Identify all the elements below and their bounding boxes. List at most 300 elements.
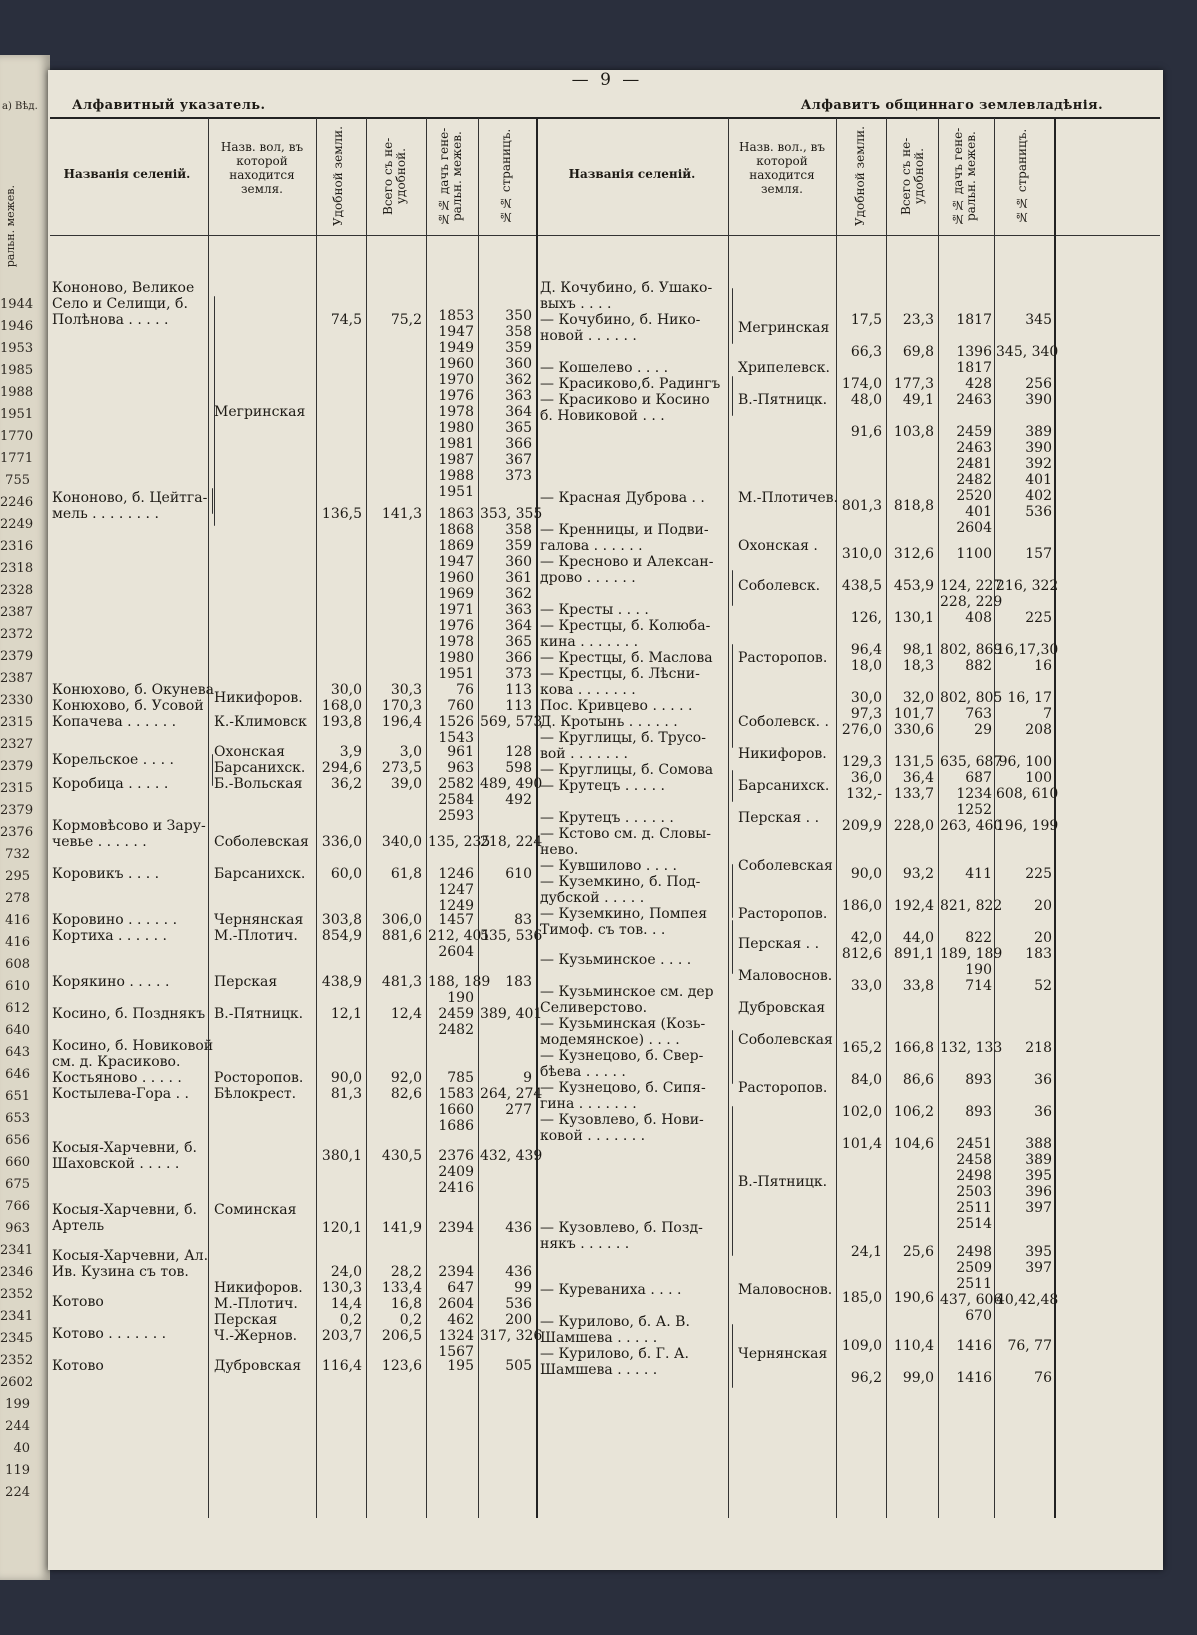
previous-page-number: 660 <box>5 1155 30 1170</box>
dacha-number: 2482 <box>438 1022 474 1038</box>
dacha-number: 1416 <box>956 1370 992 1386</box>
volost-name: Никифоров. <box>214 1280 303 1296</box>
udob-value: 96,4 <box>850 642 882 658</box>
page-ref: 505 <box>505 1358 532 1374</box>
volost-name: Чернянская <box>214 912 304 928</box>
settlement-name: Кононово, б. Цейтга- <box>52 490 208 506</box>
previous-page-number: 2318 <box>0 561 34 576</box>
brace <box>732 644 733 748</box>
page-ref: 99 <box>514 1280 532 1296</box>
volost-name: М.-Плотич. <box>214 928 298 944</box>
dacha-number: 1396 <box>956 344 992 360</box>
brace <box>732 920 733 974</box>
vsego-value: 16,8 <box>390 1296 422 1312</box>
page-ref: 113 <box>505 682 532 698</box>
dacha-number: 132, 133 <box>940 1040 1003 1056</box>
settlement-name: — Кренницы, и Подви- <box>540 522 709 538</box>
header-dachi: №№ дачъ гене-ральн. межев. <box>437 127 464 226</box>
page-ref: 345, 340 <box>996 344 1059 360</box>
page-ref: 367 <box>505 452 532 468</box>
volost-name: Перская <box>214 974 278 990</box>
volost-name: Барсанихск. <box>214 866 306 882</box>
previous-page-number: 2315 <box>0 715 34 730</box>
settlement-name: — Кузьминское . . . . <box>540 952 692 968</box>
settlement-name: Кортиха . . . . . . <box>52 928 167 944</box>
settlement-name: Косыя-Харчевни, б. <box>52 1140 197 1156</box>
page-ref: 52 <box>1034 978 1052 994</box>
dacha-number: 1987 <box>438 452 474 468</box>
page-ref: 360 <box>505 554 532 570</box>
page-ref: 360 <box>505 356 532 372</box>
dacha-number: 1980 <box>438 420 474 436</box>
settlement-name: дубской . . . . . <box>540 890 645 906</box>
previous-page-number: 755 <box>5 473 30 488</box>
settlement-name: — Круглицы, б. Трусо- <box>540 730 706 746</box>
udob-value: 102,0 <box>841 1104 882 1120</box>
col-divider-center <box>536 118 538 1518</box>
page-ref: 395 <box>1025 1244 1052 1260</box>
volost-name: Расторопов. <box>738 650 828 666</box>
dacha-number: 821, 822 <box>940 898 1003 914</box>
settlement-name: Котово <box>52 1358 104 1374</box>
page-ref: 365 <box>505 634 532 650</box>
page-ref: 96, 100 <box>998 754 1052 770</box>
vsego-value: 177,3 <box>893 376 934 392</box>
page-ref: 277 <box>505 1102 532 1118</box>
settlement-name: Коровино . . . . . . <box>52 912 178 928</box>
page-ref: 395 <box>1025 1168 1052 1184</box>
settlement-name: Конюхово, б. Усовой <box>52 698 204 714</box>
vsego-value: 141,9 <box>381 1220 422 1236</box>
vsego-value: 818,8 <box>893 498 934 514</box>
settlement-name: — Курилово, б. А. В. <box>540 1314 690 1330</box>
dacha-number: 1969 <box>438 586 474 602</box>
vsego-value: 106,2 <box>893 1104 934 1120</box>
udob-value: 294,6 <box>321 760 362 776</box>
settlement-name: Коробица . . . . . <box>52 776 169 792</box>
page-ref: 436 <box>505 1220 532 1236</box>
previous-page-number: 1944 <box>0 297 34 312</box>
vsego-value: 881,6 <box>381 928 422 944</box>
dacha-number: 2584 <box>438 792 474 808</box>
page-ref: 208 <box>1025 722 1052 738</box>
settlement-name: — Кошелево . . . . <box>540 360 669 376</box>
volost-name: Соболевск. <box>738 578 821 594</box>
settlement-name: Кононово, Великое <box>52 280 195 296</box>
vsego-value: 133,4 <box>381 1280 422 1296</box>
settlement-name: — Кузовлево, б. Позд- <box>540 1220 703 1236</box>
settlement-name: гина . . . . . . . <box>540 1096 637 1112</box>
page-ref: 345 <box>1025 312 1052 328</box>
vsego-value: 196,4 <box>381 714 422 730</box>
vsego-value: 82,6 <box>390 1086 422 1102</box>
dacha-number: 2604 <box>438 944 474 960</box>
dacha-number: 963 <box>447 760 474 776</box>
previous-page-number: 2246 <box>0 495 34 510</box>
dacha-number: 822 <box>965 930 992 946</box>
vsego-value: 306,0 <box>381 912 422 928</box>
page-ref: 359 <box>505 340 532 356</box>
page-ref: 183 <box>1025 946 1052 962</box>
page-ref: 20 <box>1034 898 1052 914</box>
vsego-value: 25,6 <box>902 1244 934 1260</box>
page-ref: 36 <box>1034 1104 1052 1120</box>
settlement-name: — Курилово, б. Г. А. <box>540 1346 689 1362</box>
vsego-value: 103,8 <box>893 424 934 440</box>
dacha-number: 1978 <box>438 634 474 650</box>
settlement-name: някъ . . . . . . <box>540 1236 630 1252</box>
previous-page-number: 2346 <box>0 1265 34 1280</box>
dacha-number: 428 <box>965 376 992 392</box>
udob-value: 126, <box>850 610 882 626</box>
previous-page-number: 610 <box>5 979 30 994</box>
dacha-number: 135, 235 <box>428 834 491 850</box>
page-ref: 366 <box>505 436 532 452</box>
volost-name: Мегринская <box>738 320 830 336</box>
settlement-name: Д. Кротынь . . . . . . <box>540 714 678 730</box>
previous-page-number: 656 <box>5 1133 30 1148</box>
dacha-number: 1976 <box>438 388 474 404</box>
previous-page-number: 416 <box>5 913 30 928</box>
settlement-name: б. Новиковой . . . <box>540 408 665 424</box>
udob-value: 438,9 <box>321 974 362 990</box>
vsego-value: 33,8 <box>902 978 934 994</box>
volost-name: Расторопов. <box>738 1080 828 1096</box>
previous-page-number: 1770 <box>0 429 34 444</box>
dacha-number: 1970 <box>438 372 474 388</box>
page-ref: 389 <box>1025 424 1052 440</box>
vsego-value: 430,5 <box>381 1148 422 1164</box>
volost-name: Росторопов. <box>214 1070 304 1086</box>
page-ref: 610 <box>505 866 532 882</box>
settlement-name: кина . . . . . . . <box>540 634 639 650</box>
dacha-number: 882 <box>965 658 992 674</box>
udob-value: 42,0 <box>850 930 882 946</box>
settlement-name: — Куреваниха . . . . <box>540 1282 682 1298</box>
vsego-value: 273,5 <box>381 760 422 776</box>
vsego-value: 99,0 <box>902 1370 934 1386</box>
dacha-number: 2459 <box>438 1006 474 1022</box>
col-divider <box>938 118 939 1518</box>
dacha-number: 2593 <box>438 808 474 824</box>
vsego-value: 192,4 <box>893 898 934 914</box>
brace <box>212 754 213 786</box>
dacha-number: 1947 <box>438 554 474 570</box>
brace <box>732 288 733 344</box>
volost-name: Перская . . <box>738 936 820 952</box>
settlement-name: — Круглицы, б. Сомова <box>540 762 714 778</box>
dacha-number: 1949 <box>438 340 474 356</box>
col-divider <box>426 118 427 1518</box>
page-ref: 128 <box>505 744 532 760</box>
dacha-number: 1247 <box>438 882 474 898</box>
page-ref: 373 <box>505 468 532 484</box>
udob-value: 129,3 <box>841 754 882 770</box>
settlement-name: — Кувшилово . . . . <box>540 858 677 874</box>
dacha-number: 2451 <box>956 1136 992 1152</box>
settlement-name: Косино, б. Позднякъ <box>52 1006 206 1022</box>
settlement-name: Село и Селищи, б. <box>52 296 188 312</box>
vsego-value: 123,6 <box>381 1358 422 1374</box>
dacha-number: 462 <box>447 1312 474 1328</box>
settlement-name: бѣева . . . . . <box>540 1064 626 1080</box>
page-ref: 363 <box>505 602 532 618</box>
dacha-number: 1976 <box>438 618 474 634</box>
dacha-number: 1971 <box>438 602 474 618</box>
settlement-name: вой . . . . . . . <box>540 746 628 762</box>
settlement-name: Костьяново . . . . . <box>52 1070 182 1086</box>
page-ref: 388 <box>1025 1136 1052 1152</box>
dacha-number: 1686 <box>438 1118 474 1134</box>
previous-page-number: 278 <box>5 891 30 906</box>
settlement-name: Котово <box>52 1294 104 1310</box>
page-ref: 183 <box>505 974 532 990</box>
header-names: Названія селеній. <box>63 167 191 181</box>
previous-page-number: 244 <box>5 1419 30 1434</box>
page-ref: 365 <box>505 420 532 436</box>
brace <box>732 570 733 606</box>
header-vsego: Всего съ не-удобной. <box>381 137 408 216</box>
udob-value: 30,0 <box>330 682 362 698</box>
vsego-value: 23,3 <box>902 312 934 328</box>
page-ref: 569, 573 <box>480 714 543 730</box>
dacha-number: 188, 189 <box>428 974 491 990</box>
settlement-name: — Кресново и Алексан- <box>540 554 714 570</box>
volost-name: В.-Пятницк. <box>738 1174 828 1190</box>
dacha-number: 1960 <box>438 570 474 586</box>
previous-page-number: 2379 <box>0 803 34 818</box>
udob-value: 203,7 <box>321 1328 362 1344</box>
dacha-number: 2514 <box>956 1216 992 1232</box>
volost-name: Перская <box>214 1312 278 1328</box>
dacha-number: 1853 <box>438 308 474 324</box>
dacha-number: 212, 401 <box>428 928 491 944</box>
udob-value: 90,0 <box>850 866 882 882</box>
previous-page-number: 2341 <box>0 1309 34 1324</box>
page-ref: 389, 401 <box>480 1006 543 1022</box>
page-ref: 489, 490 <box>480 776 543 792</box>
page-ref: 358 <box>505 522 532 538</box>
vsego-value: 36,4 <box>902 770 934 786</box>
col-divider <box>208 118 209 1518</box>
settlement-name: — Куземкино, б. Под- <box>540 874 701 890</box>
settlement-name: — Кузнецово, б. Сипя- <box>540 1080 706 1096</box>
dacha-number: 2394 <box>438 1264 474 1280</box>
settlement-name: Селиверстово. <box>540 1000 648 1016</box>
page-ref: 256 <box>1025 376 1052 392</box>
dacha-number: 124, 227 <box>940 578 1003 594</box>
udob-value: 14,4 <box>330 1296 362 1312</box>
dacha-number: 1960 <box>438 356 474 372</box>
dacha-number: 893 <box>965 1072 992 1088</box>
vsego-value: 190,6 <box>893 1290 934 1306</box>
previous-page-number: 1953 <box>0 341 34 356</box>
vsego-value: 49,1 <box>902 392 934 408</box>
dacha-number: 647 <box>447 1280 474 1296</box>
page-ref: 432, 439 <box>480 1148 543 1164</box>
udob-value: 48,0 <box>850 392 882 408</box>
vsego-value: 69,8 <box>902 344 934 360</box>
vsego-value: 98,1 <box>902 642 934 658</box>
dacha-number: 893 <box>965 1104 992 1120</box>
previous-page-number: 416 <box>5 935 30 950</box>
dacha-number: 1324 <box>438 1328 474 1344</box>
document-page <box>48 70 1163 1570</box>
vsego-value: 481,3 <box>381 974 422 990</box>
dacha-number: 1252 <box>956 802 992 818</box>
previous-page-number: 40 <box>13 1441 30 1456</box>
volost-name: Дубровская <box>214 1358 302 1374</box>
settlement-name: Кормовѣсово и Зару- <box>52 818 206 834</box>
settlement-name: — Кузнецово, б. Свер- <box>540 1048 704 1064</box>
dacha-number: 961 <box>447 744 474 760</box>
udob-value: 0,2 <box>339 1312 362 1328</box>
dacha-number: 2463 <box>956 392 992 408</box>
udob-value: 380,1 <box>321 1148 362 1164</box>
page-ref: 20 <box>1034 930 1052 946</box>
udob-value: 97,3 <box>850 706 882 722</box>
page-ref: 361 <box>505 570 532 586</box>
udob-value: 36,0 <box>850 770 882 786</box>
page-ref: 358 <box>505 324 532 340</box>
dacha-number: 2498 <box>956 1244 992 1260</box>
udob-value: 91,6 <box>850 424 882 440</box>
previous-page-number: 766 <box>5 1199 30 1214</box>
page-ref: 216, 322 <box>996 578 1059 594</box>
vsego-value: 93,2 <box>902 866 934 882</box>
settlement-name: Тимоф. съ тов. . . <box>540 922 666 938</box>
dacha-number: 2482 <box>956 472 992 488</box>
header-pages-right: №№ страницъ. <box>1015 128 1029 225</box>
brace <box>732 770 733 802</box>
previous-page-number: 2341 <box>0 1243 34 1258</box>
page-ref: 402 <box>1025 488 1052 504</box>
dacha-number: 2503 <box>956 1184 992 1200</box>
settlement-name: Косыя-Харчевни, Ал. <box>52 1248 209 1264</box>
page-ref: 608, 610 <box>996 786 1059 802</box>
dacha-number: 1868 <box>438 522 474 538</box>
page-ref: 317, 326 <box>480 1328 543 1344</box>
previous-page-number: 640 <box>5 1023 30 1038</box>
udob-value: 310,0 <box>841 546 882 562</box>
settlement-name: Шамшева . . . . . <box>540 1362 658 1378</box>
vsego-value: 166,8 <box>893 1040 934 1056</box>
page-ref: 390 <box>1025 440 1052 456</box>
volost-name: М.-Плотичев. <box>738 490 838 506</box>
page-ref: 373 <box>505 666 532 682</box>
header-names-right: Названія селеній. <box>568 167 696 181</box>
dacha-number: 189, 189 <box>940 946 1003 962</box>
page-ref: 392 <box>1025 456 1052 472</box>
previous-page-number: 2602 <box>0 1375 34 1390</box>
previous-page-number: 2372 <box>0 627 34 642</box>
dacha-number: 190 <box>447 990 474 1006</box>
volost-name: В.-Пятницк. <box>214 1006 304 1022</box>
dacha-number: 2458 <box>956 1152 992 1168</box>
settlement-name: Д. Кочубино, б. Ушако- <box>540 280 713 296</box>
page-ref: 401 <box>1025 472 1052 488</box>
settlement-name: — Красная Дуброва . . <box>540 490 705 506</box>
dacha-number: 1100 <box>956 546 992 562</box>
page-ref: 396 <box>1025 1184 1052 1200</box>
udob-value: 801,3 <box>841 498 882 514</box>
udob-value: 3,9 <box>339 744 362 760</box>
dacha-number: 76 <box>456 682 474 698</box>
header-volost-right: Назв. вол., въ которой находится земля. <box>739 140 825 196</box>
page-ref: 9 <box>523 1070 532 1086</box>
header-dachi-right: №№ дачъ гене-ральн. межев. <box>951 127 978 226</box>
vsego-value: 891,1 <box>893 946 934 962</box>
dacha-number: 1457 <box>438 912 474 928</box>
previous-page-number: 2352 <box>0 1353 34 1368</box>
vsego-value: 330,6 <box>893 722 934 738</box>
dacha-number: 2511 <box>956 1200 992 1216</box>
vsego-value: 39,0 <box>390 776 422 792</box>
brace <box>208 1310 209 1366</box>
dacha-number: 408 <box>965 610 992 626</box>
page-ref: 364 <box>505 404 532 420</box>
settlement-name: нево. <box>540 842 579 858</box>
settlement-name: Корельское . . . . <box>52 752 174 768</box>
settlement-name: кова . . . . . . . <box>540 682 636 698</box>
vsego-value: 18,3 <box>902 658 934 674</box>
settlement-name: Ив. Кузина съ тов. <box>52 1264 189 1280</box>
previous-page-number: 2387 <box>0 605 34 620</box>
page-ref: 535, 536 <box>480 928 543 944</box>
settlement-name: ковой . . . . . . . <box>540 1128 646 1144</box>
vsego-value: 170,3 <box>381 698 422 714</box>
page-ref: 436 <box>505 1264 532 1280</box>
running-header-right: Алфавитъ общиннаго землевладѣнія. <box>800 98 1103 113</box>
udob-value: 185,0 <box>841 1290 882 1306</box>
page-ref: 350 <box>505 308 532 324</box>
settlement-name: модемянское) . . . . <box>540 1032 680 1048</box>
dacha-number: 802, 805 <box>940 690 1003 706</box>
previous-page-number: 732 <box>5 847 30 862</box>
dacha-number: 1817 <box>956 360 992 376</box>
dacha-number: 635, 687 <box>940 754 1003 770</box>
volost-name: Соболевская <box>214 834 309 850</box>
settlement-name: Коровикъ . . . . <box>52 866 160 882</box>
udob-value: 812,6 <box>841 946 882 962</box>
dacha-number: 2463 <box>956 440 992 456</box>
volost-name: Мегринская <box>214 404 306 420</box>
dacha-number: 714 <box>965 978 992 994</box>
volost-name: Барсанихск. <box>214 760 306 776</box>
page-ref: 200 <box>505 1312 532 1328</box>
page-ref: 7 <box>1043 706 1052 722</box>
col-divider <box>366 118 367 1518</box>
col-divider <box>316 118 317 1518</box>
settlement-name: — Кстово см. д. Словы- <box>540 826 712 842</box>
previous-page-number: 675 <box>5 1177 30 1192</box>
settlement-name: — Куземкино, Помпея <box>540 906 708 922</box>
dacha-number: 2376 <box>438 1148 474 1164</box>
previous-page-number: 646 <box>5 1067 30 1082</box>
previous-page-number: 2379 <box>0 649 34 664</box>
udob-value: 96,2 <box>850 1370 882 1386</box>
udob-value: 303,8 <box>321 912 362 928</box>
dacha-number: 1246 <box>438 866 474 882</box>
dacha-number: 263, 460 <box>940 818 1003 834</box>
dacha-number: 2604 <box>438 1296 474 1312</box>
dacha-number: 1567 <box>438 1344 474 1360</box>
previous-page-number: 1951 <box>0 407 34 422</box>
previous-page-number: 119 <box>5 1463 30 1478</box>
dacha-number: 228, 229 <box>940 594 1003 610</box>
volost-name: Маловоснов. <box>738 1282 833 1298</box>
previous-page-number: 2379 <box>0 759 34 774</box>
